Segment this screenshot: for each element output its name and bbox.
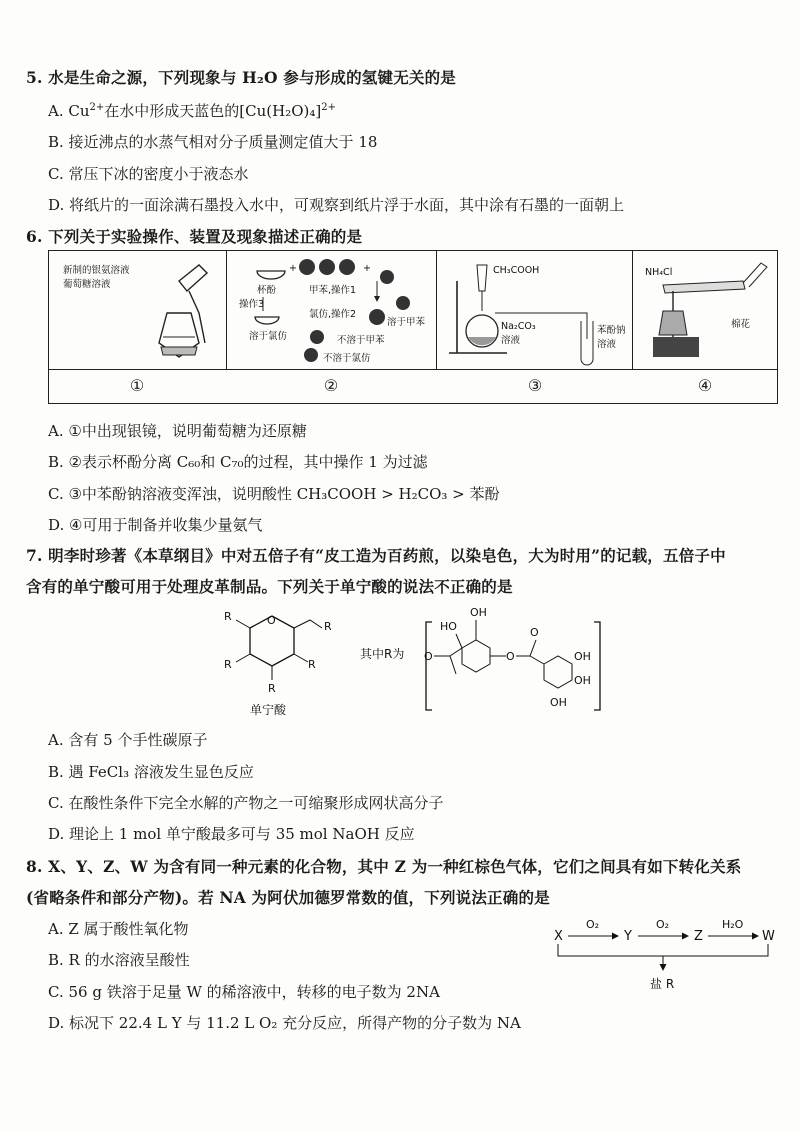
q8-stem-line1: 8. X、Y、Z、W 为含有同一种元素的化合物，其中 Z 为一种红棕色气体，它们之间具有如下转化关系: [26, 857, 742, 876]
scheme-h2o: H₂O: [722, 918, 744, 931]
q5-a-mid: 在水中形成天蓝色的[Cu(H₂O)₄]: [104, 102, 322, 120]
fig2-insoluble-chloroform: 不溶于氯仿: [323, 353, 371, 364]
q5-stem: 5. 水是生命之源，下列现象与 H₂O 参与形成的氢键无关的是: [26, 68, 457, 87]
q8-stem-line2: (省略条件和部分产物)。若 NA 为阿伏加德罗常数的值，下列说法正确的是: [26, 888, 550, 907]
fig2-soluble-toluene: 溶于甲苯: [387, 317, 426, 328]
svg-text:O: O: [506, 650, 515, 663]
q6-stem: 6. 下列关于实验操作、装置及现象描述正确的是: [26, 227, 363, 246]
calixarene-separation-figure: [227, 251, 435, 369]
q8-option-d: D. 标况下 22.4 L Y 与 11.2 L O₂ 充分反应，所得产物的分子数为 NA: [48, 1014, 521, 1032]
scheme-z: Z: [694, 929, 703, 944]
svg-text:OH: OH: [574, 650, 591, 663]
q5-option-b: B. 接近沸点的水蒸气相对分子质量测定值大于 18: [48, 133, 378, 151]
svg-text:R: R: [324, 620, 332, 633]
apparatus-1: [49, 251, 227, 369]
svg-text:R: R: [224, 610, 232, 623]
fig2-soluble-chloroform: 溶于氯仿: [249, 331, 288, 342]
fig2-op3: 操作3: [239, 299, 265, 310]
svg-text:OH: OH: [574, 674, 591, 687]
fig3-solution-1: 溶液: [501, 335, 521, 346]
r-definition: 其中R为: [360, 647, 405, 661]
q7-stem-line2: 含有的单宁酸可用于处理皮革制品。下列关于单宁酸的说法不正确的是: [26, 577, 513, 596]
apparatus-3: [437, 251, 633, 369]
svg-text:O: O: [530, 626, 539, 639]
acid-strength-figure: [437, 251, 631, 369]
scheme-o2-2: O₂: [656, 918, 670, 931]
q6-option-c: C. ③中苯酚钠溶液变浑浊，说明酸性 CH₃COOH > H₂CO₃ > 苯酚: [48, 485, 500, 503]
q7-stem-line1: 7. 明李时珍著《本草纲目》中对五倍子有“皮工造为百药煎，以染皂色，大为时用”的记载，五倍子中: [26, 546, 726, 565]
fig3-acetic-acid: CH₃COOH: [493, 265, 540, 276]
svg-text:R: R: [308, 658, 316, 671]
svg-text:O: O: [267, 614, 276, 627]
tannic-acid-structure: [210, 600, 610, 720]
scheme-salt-r: 盐 R: [650, 977, 675, 991]
fig3-solution-2: 溶液: [597, 339, 617, 350]
apparatus-2: [227, 251, 437, 369]
fig4-ammonium-chloride: NH₄Cl: [645, 267, 673, 278]
q6-option-a: A. ①中出现银镜，说明葡萄糖为还原糖: [48, 422, 307, 440]
q8-option-a: A. Z 属于酸性氧化物: [48, 920, 189, 938]
q7-option-c: C. 在酸性条件下完全水解的产物之一可缩聚形成网状高分子: [48, 794, 444, 812]
q5-option-c: C. 常压下冰的密度小于液态水: [48, 165, 249, 183]
svg-text:+: +: [289, 263, 297, 274]
label-row: [49, 369, 777, 404]
scheme-x: X: [554, 929, 563, 944]
silver-mirror-figure: [49, 251, 225, 369]
svg-text:OH: OH: [470, 606, 487, 619]
fig3-sodium-phenoxide: 苯酚钠: [597, 325, 626, 336]
q8-option-c: C. 56 g 铁溶于足量 W 的稀溶液中，转移的电子数为 2NA: [48, 983, 440, 1001]
q6-option-b: B. ②表示杯酚分离 C₆₀和 C₇₀的过程，其中操作 1 为过滤: [48, 453, 428, 471]
fig2-calixarene: 杯酚: [257, 285, 277, 296]
fig2-toluene-op1: 甲苯,操作1: [309, 285, 357, 296]
svg-text:R: R: [268, 682, 276, 695]
q8-option-b: B. R 的水溶液呈酸性: [48, 951, 190, 969]
scheme-w: W: [762, 929, 775, 944]
label-4: ④: [697, 376, 713, 395]
fig4-cotton: 棉花: [731, 319, 751, 330]
label-3: ③: [527, 376, 543, 395]
fig1-label-1: 新制的银氨溶液: [63, 265, 130, 276]
svg-text:OH: OH: [550, 696, 567, 709]
tannic-acid-name: 单宁酸: [250, 703, 287, 717]
q6-option-d: D. ④可用于制备并收集少量氨气: [48, 516, 263, 534]
q7-option-a: A. 含有 5 个手性碳原子: [48, 731, 208, 749]
apparatus-4: [633, 251, 777, 369]
fig2-insoluble-toluene: 不溶于甲苯: [337, 335, 385, 346]
scheme-o2-1: O₂: [586, 918, 600, 931]
fig2-chloroform-op2: 氯仿,操作2: [309, 309, 357, 320]
svg-text:HO: HO: [440, 620, 457, 633]
q5-option-a: [48, 100, 336, 121]
q5-option-d: D. 将纸片的一面涂满石墨投入水中，可观察到纸片浮于水面，其中涂有石墨的一面朝上: [48, 196, 625, 214]
svg-text:R: R: [224, 658, 232, 671]
conversion-scheme: [548, 912, 784, 998]
apparatus-table: [48, 250, 778, 404]
ammonia-prep-figure: [633, 251, 775, 369]
svg-text:+: +: [363, 263, 371, 274]
label-1: ①: [129, 376, 145, 395]
q7-option-b: B. 遇 FeCl₃ 溶液发生显色反应: [48, 763, 254, 781]
q5-a-sup: 2+: [89, 102, 105, 113]
scheme-y: Y: [624, 929, 632, 944]
fig1-label-2: 葡萄糖溶液: [63, 279, 111, 290]
q5-a-pre: A. Cu: [48, 102, 90, 120]
q7-option-d: D. 理论上 1 mol 单宁酸最多可与 35 mol NaOH 反应: [48, 825, 415, 843]
q5-a-sup2: 2+: [321, 102, 336, 113]
label-2: ②: [323, 376, 339, 395]
fig3-sodium-carbonate: Na₂CO₃: [501, 321, 536, 332]
svg-text:O: O: [424, 650, 433, 663]
